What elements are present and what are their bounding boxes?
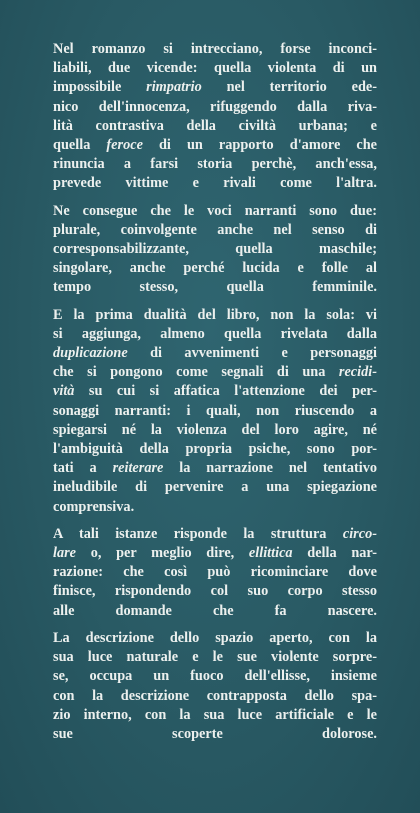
text-line [53,668,377,684]
text-line [53,383,377,399]
text-line [53,222,377,238]
text-line [53,203,377,219]
text-run: prevede vittime e rivali come l'altra. [53,175,377,192]
text-run: quella [53,137,107,154]
text-run: impossibile [53,79,147,96]
text-run: tempo stesso, quella femminile. [53,279,377,296]
text-run: singolare, anche perché lucida e folle al [53,260,377,277]
text-line [53,345,377,361]
text-line [53,279,377,295]
text-line [53,726,377,742]
text-run: si aggiunga, almeno quella rivelata dalla [53,325,377,342]
text-line [53,156,377,172]
paragraph [53,40,377,194]
italic-text-run: reiterare [112,460,164,477]
text-line [53,175,377,191]
text-run: Nel romanzo si intrecciano, forse inconci- [53,41,377,57]
text-line [53,99,377,115]
text-line [53,603,377,619]
text-line [53,422,377,438]
text-run: Ne consegue che le voci narranti sono due: [53,202,377,219]
text-run: razione: che così può ricominciare dove [53,564,377,581]
text-run: su cui si affatica l'attenzione dei per- [74,383,377,400]
text-line [53,479,377,495]
paragraph [53,629,377,744]
text-run: finisce, rispondendo col suo corpo stesso [53,583,377,600]
italic-text-run: feroce [106,137,143,154]
text-run: zio interno, con la sua luce artificiale e le [53,706,377,723]
text-line [53,364,377,380]
text-line [53,441,377,457]
text-line [53,688,377,704]
text-line [53,564,377,580]
italic-text-run: lare [53,545,77,562]
text-line [53,241,377,257]
text-line [53,583,377,599]
text-run: di avvenimenti e personaggi [127,345,377,362]
text-run: corresponsabilizzante, quella maschile; [53,241,377,258]
paragraph [53,306,377,517]
text-run: nel territorio ede- [201,79,377,96]
text-run: che si pongono come segnali di una [53,364,339,381]
text-run: se, occupa un fuoco dell'ellisse, insieme [53,668,377,685]
italic-text-run: ellittica [248,545,293,562]
text-run: A tali istanze risponde la struttura [53,525,343,542]
text-line [53,630,377,646]
text-run: sonaggi narranti: i quali, non riuscendo a [53,402,377,419]
text-run: spiegarsi né la violenza del loro agire, né [53,421,377,438]
text-run: la narrazione nel tentativo [163,460,377,477]
italic-text-run: recidi- [338,364,377,381]
text-run: E la prima dualità del libro, non la sola: vi [53,306,377,323]
text-run: sue scoperte dolorose. [53,725,377,742]
text-run: ineludibile di pervenire a una spiegazione [53,479,377,496]
text-run: lità contrastiva della civiltà urbana; e [53,117,377,134]
text-line [53,307,377,323]
text-line [53,707,377,723]
text-run: con la descrizione contrapposta dello spa- [53,687,377,704]
text-run: liabili, due vicende: quella violenta di un [53,60,377,77]
text-run: plurale, coinvolgente anche nel senso di [53,221,377,238]
text-run: nico dell'innocenza, rifuggendo dalla riva- [53,98,377,115]
text-run: alle domande che fa nascere. [53,602,377,619]
italic-text-run: rimpatrio [146,79,202,96]
text-line [53,403,377,419]
text-line [53,326,377,342]
text-run: della nar- [292,545,377,562]
text-line [53,41,377,57]
text-line [53,79,377,95]
paragraph [53,202,377,298]
text-line [53,499,134,515]
text-run: sua luce naturale e le sue violente sorpre- [53,649,377,666]
text-run: l'ambiguità della propria psiche, sono por- [53,441,377,458]
text-line [53,137,377,153]
text-line [53,526,377,542]
text-run: comprensiva. [53,498,135,515]
text-line [53,460,377,476]
text-line [53,118,377,134]
text-line [53,260,377,276]
text-run: rinuncia a farsi storia perchè, anch'essa, [53,156,377,173]
paragraph [53,525,377,621]
text-run: di un rapporto d'amore che [142,137,378,154]
cover-blurb-text [53,40,377,744]
text-line [53,60,377,76]
text-run: tati a [53,460,113,477]
italic-text-run: vità [53,383,75,400]
text-run: o, per meglio dire, [76,545,249,562]
italic-text-run: circo- [342,525,377,542]
text-line [53,649,377,665]
text-line [53,545,377,561]
text-run: La descrizione dello spazio aperto, con la [53,629,377,646]
italic-text-run: duplicazione [53,345,128,362]
